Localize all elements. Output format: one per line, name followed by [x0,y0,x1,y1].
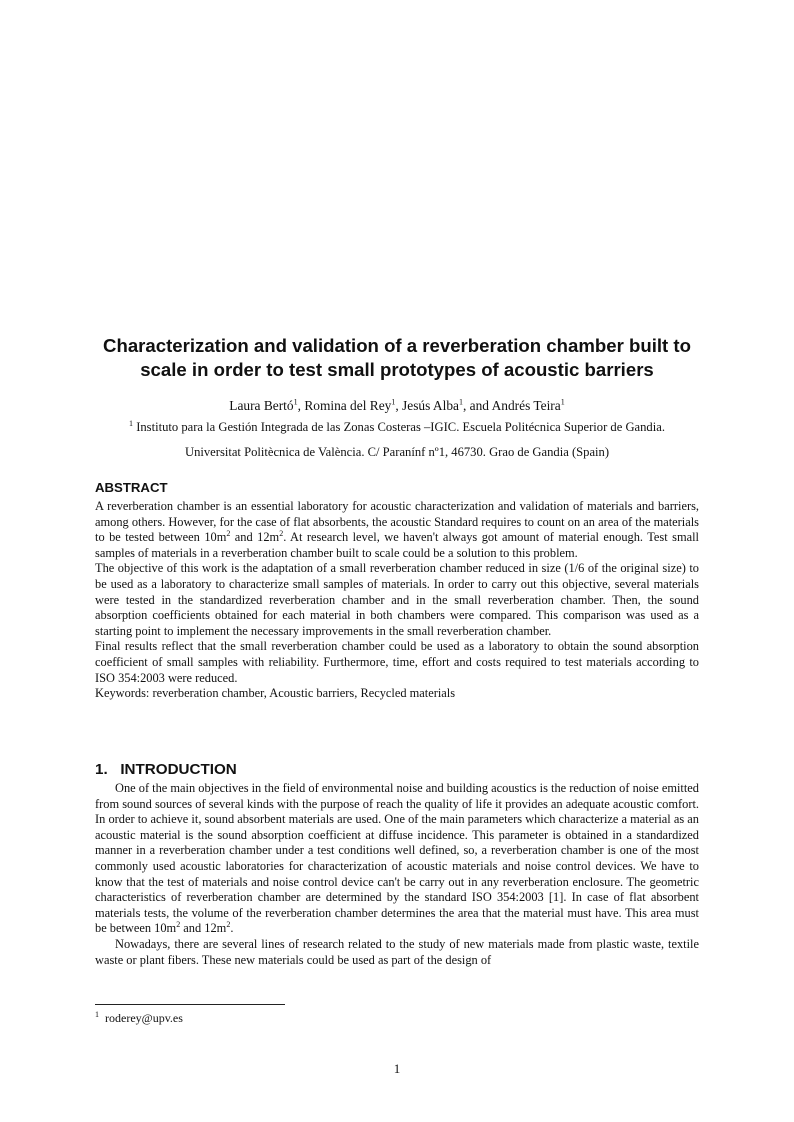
affiliation-line-2: Universitat Politècnica de València. C/ Paranínf nº1, 46730. Grao de Gandia (Spain) [184,445,610,459]
introduction-paragraph-2: Nowadays, there are several lines of research related to the study of new materials made from plastic waste, textile waste or plant fibers. These new materials could be used as part of the design of [95,936,699,967]
abstract-paragraph-1 [95,499,699,561]
author-affiliation-mark: 1 [458,397,463,407]
author-name: Laura Bertó [229,398,294,413]
abstract-text: and 12m [230,530,280,545]
introduction-body [95,781,699,968]
superscript: 2 [226,529,231,539]
superscript: 2 [279,529,284,539]
paper-title [60,334,734,382]
author-list [0,397,794,414]
footnote-email[interactable]: roderey@upv.es [105,1011,183,1025]
affiliation-text-1: Instituto para la Gestión Integrada de las Zonas Costeras –IGIC. Escuela Politécnica Superior de Gandia. [136,420,665,434]
author-name: and Andrés Teira [469,398,561,413]
introduction-heading: 1. INTRODUCTION [95,761,237,778]
title-line-1: Characterization and validation of a reverberation chamber built to [103,335,691,356]
author-name: Jesús Alba [402,398,459,413]
author-separator: , [395,398,403,413]
title-line-2: scale in order to test small prototypes of acoustic barriers [140,359,654,380]
author-affiliation-mark: 1 [293,397,298,407]
abstract-body [95,499,699,702]
introduction-text: and 12m [180,921,227,936]
affiliation-mark: 1 [129,418,134,428]
footnote-mark: 1 [95,1010,99,1019]
author-separator: , [297,398,305,413]
footnote-divider [95,1004,285,1005]
introduction-text: . [230,921,234,936]
affiliation-line-1 [0,419,794,435]
introduction-paragraph-1 [95,781,699,937]
abstract-paragraph-3: Final results reflect that the small reverberation chamber could be used as a laboratory to obtain the sound absorption coefficient of small samples with reliability. Furthermore, time, effort and costs required to test materials according to ISO 354:2003 were reduced. [95,639,699,685]
abstract-heading: ABSTRACT [95,480,168,495]
author-name: Romina del Rey [304,398,392,413]
introduction-text: One of the main objectives in the field of environmental noise and building acoustics is the reduction of noise emitted from sound sources of several kinds with the purpose of reach the quality of life it provides an adequate acoustic comfort. In order to achieve it, sound absorbent materials are used. One of the main parameters which characterize a material as an acoustic material is the sound absorption coefficient at diffuse incidence. This parameter is obtained in a standardized manner in a reverberation chamber under a test conditions well defined, so, a reverberation chamber is one of the most commonly used acoustic laboratories for characterization of acoustic materials and noise control devices. We have to know that the test of materials and noise control device can't be carry out in any reverberation enclosure. The geometric characteristics of reverberation chamber are determined by the standard ISO 354:2003 [1]. In case of flat absorbent materials tests, the volume of the reverberation chamber determines the area that the material must have. This area must be between 10m [95,781,699,936]
abstract-text: . At research level, we haven't always got amount of material enough. Test small samples of materials in a reverberation chamber built to scale could be a solution to this problem. [95,530,699,560]
abstract-text: A reverberation chamber is an essential laboratory for acoustic characterization and validation of materials and barriers, among others. However, for the case of flat absorbents, the acoustic Standard requires to count on an area of the materials to be tested between 10m [95,499,699,545]
page-number: 1 [393,1061,401,1076]
author-affiliation-mark: 1 [560,397,565,407]
footnote [95,1011,183,1026]
abstract-paragraph-2: The objective of this work is the adaptation of a small reverberation chamber reduced in size (1/6 of the original size) to be used as a laboratory to characterize small samples of materials. In order to carry out this objective, several materials were tested in the standardized reverberation chamber and in the small reverberation chamber. Then, the sound absorption coefficients obtained for each material in both chambers were compared. This comparison was used as a starting point to implement the necessary improvements in the small reverberation chamber. [95,561,699,638]
author-separator: , [462,398,470,413]
superscript: 2 [176,920,181,930]
keywords: Keywords: reverberation chamber, Acoustic barriers, Recycled materials [95,686,456,701]
superscript: 2 [226,920,231,930]
author-affiliation-mark: 1 [391,397,396,407]
